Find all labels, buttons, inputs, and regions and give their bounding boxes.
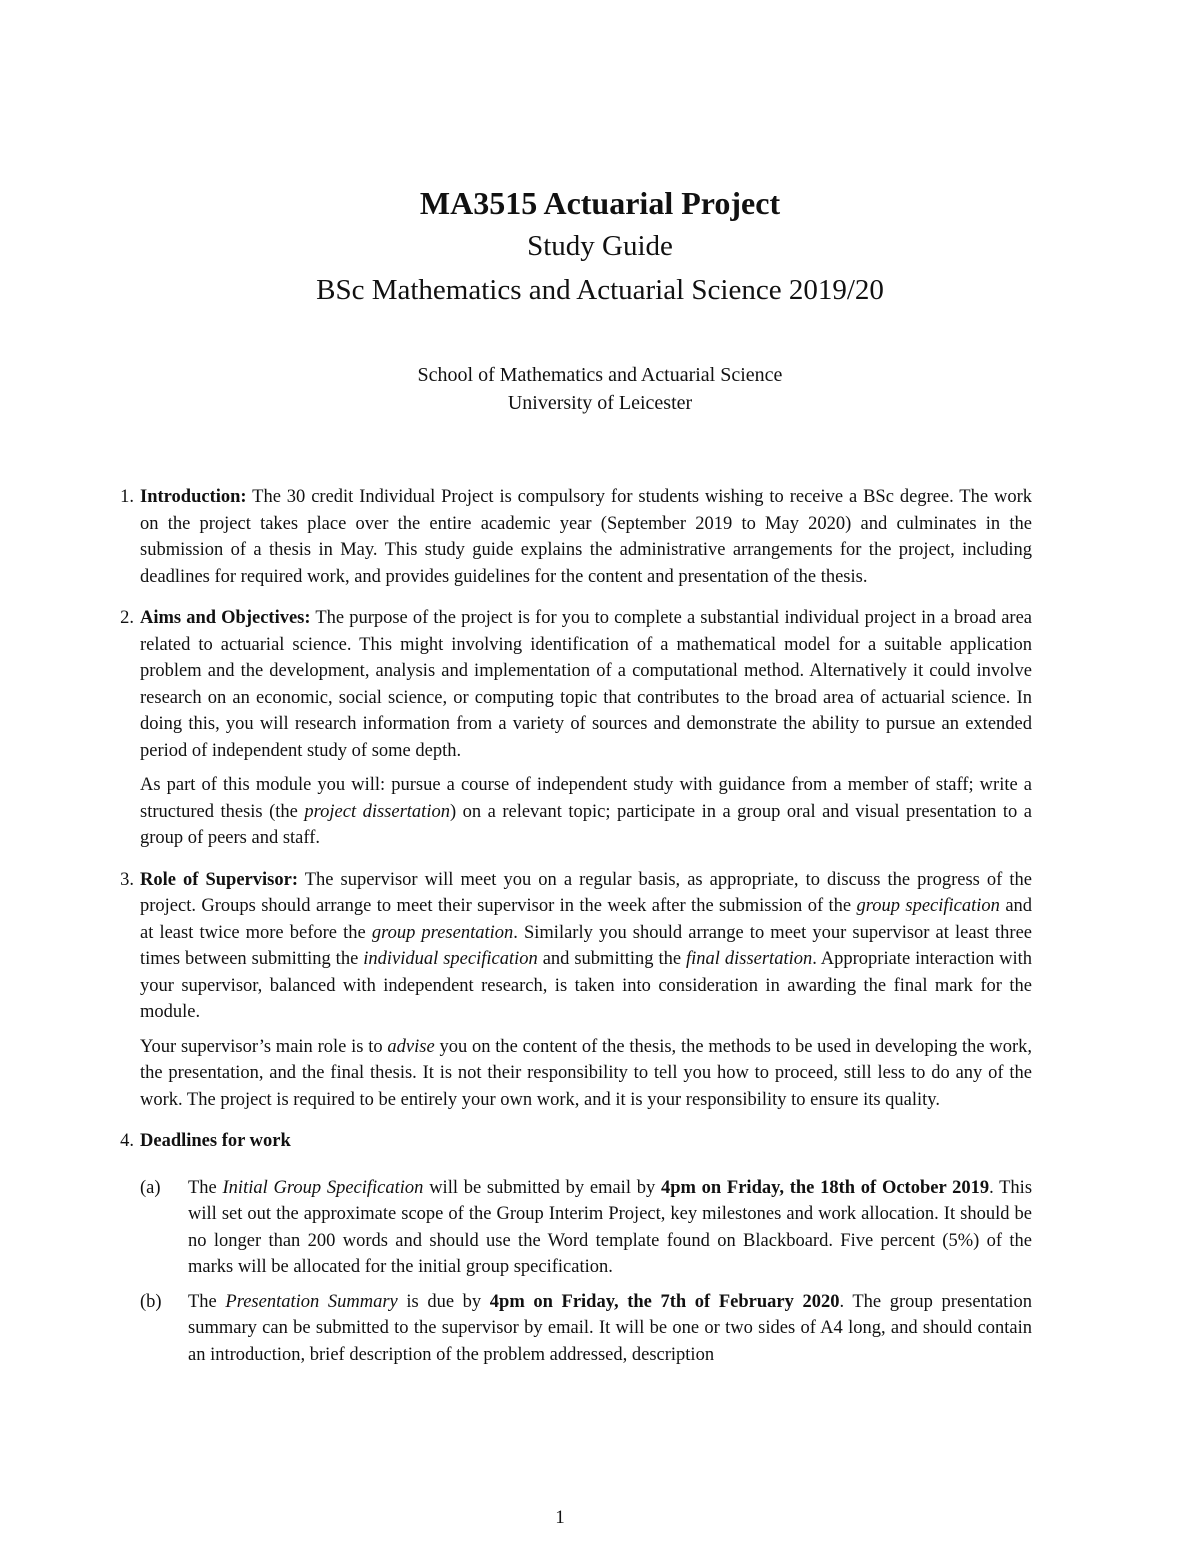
- section-aims-objectives: [120, 605, 1033, 852]
- section-deadlines: [120, 1128, 1033, 1368]
- section-text: you on the content of the thesis, the methods to be used in developing the work, the presentation, and the final thesis. It is not their responsibility to tell you how to proceed, still less to do any of the work. The project is required to be entirely your own work, and it is your responsibility to ensure its quality.: [140, 1036, 1033, 1110]
- page-number: 1: [555, 1507, 565, 1528]
- title-block: [0, 182, 1200, 312]
- section-text: will be submitted by email by: [429, 1177, 656, 1198]
- section-text: . This will set out the approximate scope of the Group Interim Project, key milestones and work allocation. It should be no longer than 200 words and should use the Word template found on Blackboard. Five percent (5%) of the marks will be allocated for the initial group specification.: [188, 1177, 1033, 1277]
- section-heading: Introduction:: [140, 487, 247, 507]
- section-paragraph: [140, 772, 1032, 852]
- section-text: As part of this module you will: pursue a course of independent study with guidance from a member of staff; write a structured thesis (the: [140, 775, 1032, 822]
- emphasis-text: project dissertation: [304, 801, 450, 822]
- section-paragraph: [140, 484, 1032, 590]
- document-title: MA3515 Actuarial Project: [419, 185, 781, 221]
- section-number: 2.: [120, 608, 134, 628]
- section-text: and submitting the: [542, 949, 682, 969]
- affiliation-block: [0, 361, 1200, 417]
- section-paragraph: [140, 867, 1032, 1026]
- section-heading: Aims and Objectives:: [140, 608, 311, 628]
- section-text: . Similarly you should arrange to meet your supervisor at least three times between submitting the: [140, 922, 1032, 969]
- section-paragraph: [140, 605, 1032, 764]
- emphasis-text: Presentation Summary: [225, 1291, 398, 1312]
- emphasis-text: group presentation: [371, 922, 514, 943]
- section-text: Your supervisor’s main role is to: [140, 1036, 383, 1057]
- deadline-list: [140, 1175, 1032, 1369]
- document-subtitle: Study Guide: [527, 230, 673, 262]
- section-introduction: [120, 484, 1032, 590]
- section-role-of-supervisor: [120, 867, 1033, 1114]
- section-text: . The group presentation summary can be submitted to the supervisor by email. It will be one or two sides of A4 long, and should contain an introduction, brief description of the problem addressed, description: [188, 1291, 1032, 1365]
- list-item: [140, 1289, 1032, 1369]
- emphasis-text: Initial Group Specification: [222, 1177, 424, 1198]
- section-number: 1.: [120, 487, 134, 507]
- section-text: The: [188, 1291, 217, 1312]
- list-item-label: (b): [140, 1291, 162, 1312]
- section-number: 3.: [120, 869, 134, 890]
- section-text: The 30 credit Individual Project is compulsory for students wishing to receive a BSc degree. The work on the project takes place over the entire academic year (September 2019 to May 2020) and culminates in the submission of a thesis in May. This study guide explains the administrative arrangements for the project, including deadlines for required work, and provides guidelines for the content and presentation of the thesis.: [140, 487, 1032, 587]
- section-number: 4.: [120, 1131, 134, 1151]
- section-text: ) on a relevant topic; participate in a group oral and visual presentation to a group of peers and staff.: [140, 801, 1033, 848]
- university-name: University of Leicester: [507, 392, 693, 414]
- section-heading: Role of Supervisor:: [140, 869, 298, 890]
- section-text: The: [188, 1177, 217, 1198]
- deadline-date: 4pm on Friday, the 18th of October 2019: [660, 1177, 990, 1198]
- emphasis-text: individual specification: [363, 949, 538, 969]
- list-item: [140, 1175, 1032, 1281]
- list-item-text: [188, 1175, 1032, 1281]
- list-item-label: (a): [140, 1177, 161, 1198]
- list-item-text: [188, 1289, 1032, 1369]
- section-paragraph: [140, 1034, 1032, 1114]
- section-text: The supervisor will meet you on a regular basis, as appropriate, to discuss the progress of the project. Groups should arrange to meet their supervisor in the week after the submission of the: [140, 869, 1032, 916]
- section-text: The purpose of the project is for you to complete a substantial individual project in a broad area related to actuarial science. This might involving identification of a mathematical model for a suitable application problem and the development, analysis and implementation of a computational method. Alternatively it could involve research on an economic, social science, or computing topic that contributes to the broad area of actuarial science. In doing this, you will research information from a variety of sources and demonstrate the ability to pursue an extended period of independent study of some depth.: [140, 608, 1032, 761]
- document-body: [120, 484, 1033, 1383]
- emphasis-text: group specification: [856, 896, 1000, 916]
- section-paragraph: [140, 1128, 1032, 1155]
- deadline-date: 4pm on Friday, the 7th of February 2020: [489, 1291, 840, 1312]
- section-text: . Appropriate interaction with your supervisor, balanced with independent research, is taken into consideration in awarding the final mark for the module.: [140, 949, 1033, 1022]
- section-text: is due by: [406, 1291, 482, 1312]
- section-text: and at least twice more before the: [140, 896, 1033, 943]
- emphasis-text: advise: [387, 1036, 435, 1057]
- emphasis-text: final dissertation: [686, 949, 813, 969]
- programme-subtitle: BSc Mathematics and Actuarial Science 2019/20: [316, 274, 884, 306]
- school-name: School of Mathematics and Actuarial Science: [417, 364, 783, 386]
- section-heading: Deadlines for work: [140, 1131, 291, 1151]
